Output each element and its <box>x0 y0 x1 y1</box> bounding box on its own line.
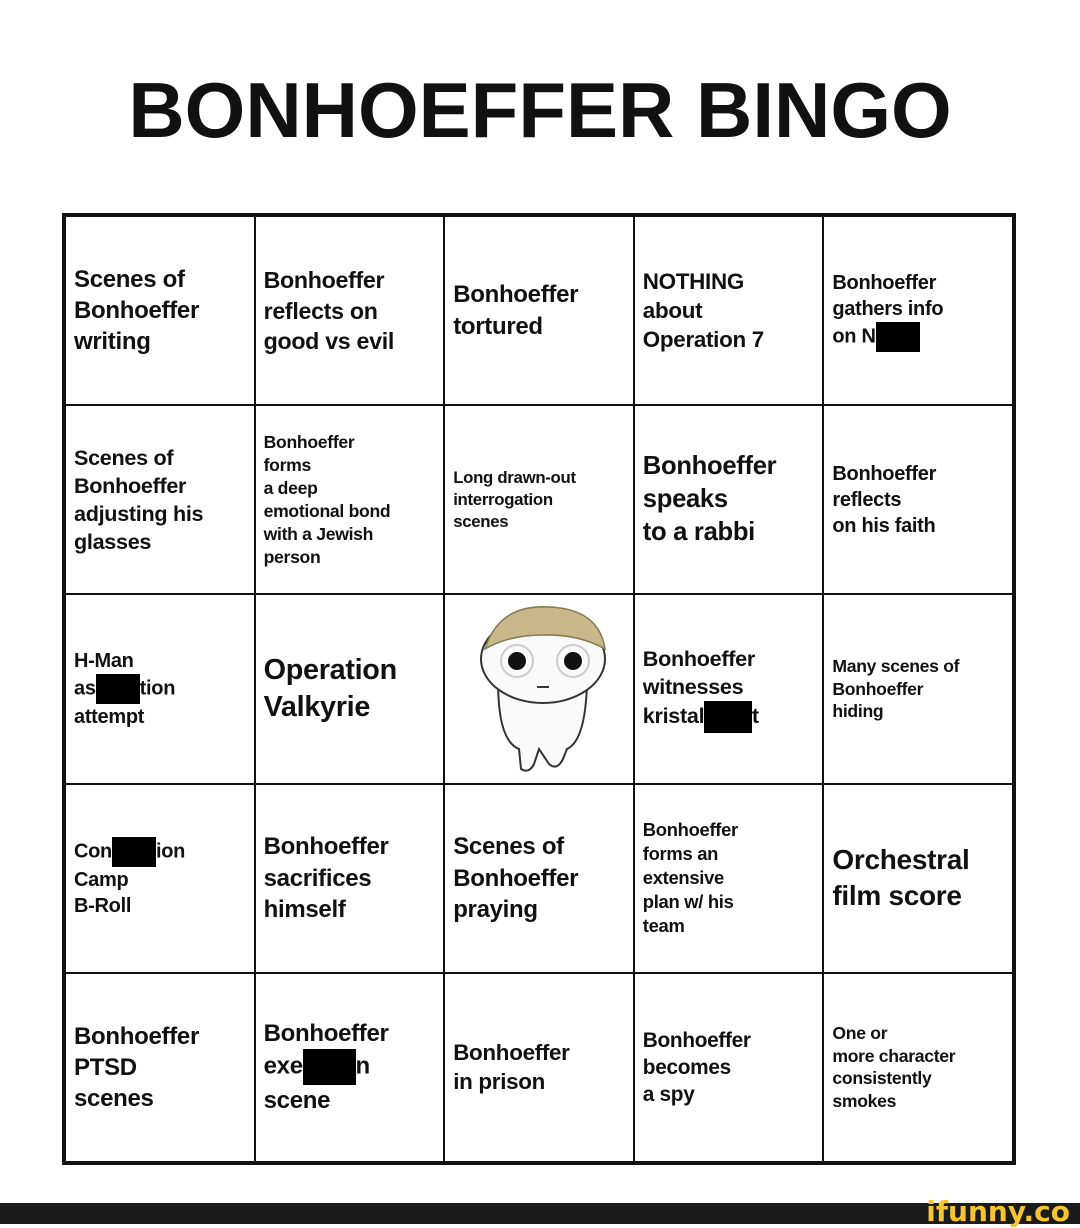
cell-text: n <box>355 1052 370 1080</box>
bingo-cell <box>823 784 1013 973</box>
cell-text-line <box>643 1081 815 1108</box>
cell-text: Operation <box>263 653 397 686</box>
bingo-cell <box>634 594 824 783</box>
cell-text: Bonhoeffer <box>453 281 579 309</box>
cell-text: Bonhoeffer <box>74 1022 199 1050</box>
cell-text: Bonhoeffer <box>74 296 199 324</box>
cell-text-line <box>643 296 815 325</box>
cell-text: exe <box>263 1052 303 1080</box>
cell-text: Valkyrie <box>263 690 371 723</box>
cell-text-line <box>74 444 246 472</box>
cell-text: as <box>74 677 96 700</box>
cell-text-line <box>264 431 436 454</box>
cell-text: a spy <box>642 1082 695 1106</box>
cell-text-line <box>832 322 1004 352</box>
cell-text-line <box>832 655 1004 678</box>
watermark: ifunny.co <box>926 1195 1070 1228</box>
cell-text-line <box>832 678 1004 701</box>
cell-text-line <box>74 264 246 295</box>
bingo-cell <box>634 216 824 405</box>
cell-text: writing <box>74 328 151 356</box>
bingo-cell <box>255 784 445 973</box>
cell-text-line <box>74 674 246 704</box>
cell-text-line <box>643 1054 815 1081</box>
bingo-cell <box>823 216 1013 405</box>
cell-text: Bonhoeffer <box>832 271 937 294</box>
cell-text-line <box>74 1021 246 1052</box>
cell-text-line <box>643 1027 815 1054</box>
cell-text: Bonhoeffer <box>642 451 777 480</box>
cell-text-line <box>74 528 246 556</box>
bingo-cell <box>255 405 445 594</box>
cell-text-line <box>264 500 436 523</box>
cell-text: kristal <box>642 702 705 728</box>
cell-text: about <box>642 298 703 324</box>
cell-text-line <box>643 842 815 866</box>
cell-text-line <box>832 1067 1004 1090</box>
cell-text-line <box>832 1090 1004 1113</box>
cartoon-character-image <box>459 599 619 779</box>
cell-text: Bonhoeffer <box>74 472 187 498</box>
bingo-cell <box>823 594 1013 783</box>
cell-text: consistently <box>832 1068 932 1089</box>
cell-text: with a Jewish <box>263 523 374 544</box>
cell-text-line <box>643 516 815 549</box>
cell-text-line <box>264 546 436 569</box>
cell-text: tion <box>139 677 176 700</box>
cell-text: Bonhoeffer <box>832 678 924 699</box>
cell-text: H-Man <box>74 649 134 672</box>
cell-text: becomes <box>642 1055 731 1079</box>
cell-text-line <box>74 867 246 893</box>
cell-text: sacrifices <box>263 864 372 892</box>
cell-text: Bonhoeffer <box>263 833 389 861</box>
cell-text-line <box>453 511 625 533</box>
cell-text: person <box>263 546 321 567</box>
cell-text-line <box>264 863 436 894</box>
cell-text-line <box>832 270 1004 296</box>
cell-text-line <box>264 894 436 925</box>
bingo-cell <box>444 784 634 973</box>
cell-text: Scenes of <box>74 265 185 293</box>
cell-text-line <box>643 450 815 483</box>
page-title: BONHOEFFER BINGO <box>128 66 952 154</box>
cell-text: Scenes of <box>453 833 564 861</box>
bingo-cell <box>65 784 255 973</box>
cell-text-line <box>832 1045 1004 1068</box>
cell-text-line <box>643 483 815 516</box>
cell-text: Long drawn-out <box>453 468 576 488</box>
cell-text: on N <box>832 324 876 347</box>
cell-text: adjusting his <box>74 500 204 526</box>
cell-text: Bonhoeffer <box>642 1028 751 1052</box>
cell-text: himself <box>263 895 346 923</box>
cell-text-line <box>74 893 246 919</box>
bingo-cell <box>65 594 255 783</box>
cell-text: Bonhoeffer <box>453 1040 570 1066</box>
cell-text-line <box>643 890 815 914</box>
cell-text-line <box>643 866 815 890</box>
cell-text-line <box>643 267 815 296</box>
cell-text-line <box>264 454 436 477</box>
cell-text: Bonhoeffer <box>263 1020 389 1048</box>
bingo-cell <box>65 405 255 594</box>
cell-text: Bonhoeffer <box>263 267 385 294</box>
cell-text: praying <box>453 895 538 923</box>
cell-text-line <box>832 461 1004 487</box>
cell-text-line <box>832 513 1004 539</box>
cell-text: on his faith <box>832 514 936 537</box>
cell-text: plan w/ his <box>642 891 734 913</box>
cell-text-line <box>453 467 625 489</box>
cell-text: Bonhoeffer <box>642 819 738 841</box>
cell-text: to a rabbi <box>642 518 755 547</box>
cell-text-line <box>832 842 1004 878</box>
cell-text: good vs evil <box>263 327 395 354</box>
cell-text: Orchestral <box>832 843 970 875</box>
redaction-box <box>704 701 752 733</box>
cell-text-line <box>453 1067 625 1096</box>
cell-text: interrogation <box>453 489 553 509</box>
bingo-cell <box>444 216 634 405</box>
cell-text: in prison <box>453 1069 546 1095</box>
cell-text-line <box>643 914 815 938</box>
cell-text-line <box>832 878 1004 914</box>
cell-text: speaks <box>642 485 728 514</box>
cell-text-line <box>74 837 246 867</box>
cell-text: NOTHING <box>642 268 744 294</box>
cell-text-line <box>453 279 625 310</box>
cell-text-line <box>453 1038 625 1067</box>
cell-text: forms an <box>642 843 719 865</box>
cell-text: witnesses <box>642 673 744 699</box>
cell-text: Operation 7 <box>642 327 764 353</box>
cell-text: a deep <box>263 477 318 498</box>
cell-text-line <box>643 818 815 842</box>
cell-text-line <box>74 704 246 730</box>
cell-text: Bonhoeffer <box>832 462 937 485</box>
bingo-cell <box>444 594 634 783</box>
cell-text: attempt <box>74 705 145 728</box>
cell-text: B-Roll <box>74 895 132 918</box>
cell-text: film score <box>832 880 962 912</box>
cell-text: PTSD <box>74 1053 137 1081</box>
bingo-cell <box>634 784 824 973</box>
cell-text: extensive <box>642 867 724 889</box>
cell-text: scenes <box>74 1084 154 1112</box>
cell-text-line <box>453 863 625 894</box>
redaction-box <box>303 1049 356 1085</box>
cell-text: emotional bond <box>263 500 391 521</box>
cell-text-line <box>74 295 246 326</box>
cell-text-line <box>74 326 246 357</box>
bingo-grid <box>62 213 1016 1165</box>
cell-text: more character <box>832 1045 956 1066</box>
cell-text: smokes <box>832 1091 897 1112</box>
cell-text-line <box>832 700 1004 723</box>
cell-text: reflects <box>832 488 902 511</box>
cell-text: scenes <box>453 511 509 531</box>
redaction-box <box>96 674 140 704</box>
cell-text: scene <box>263 1087 331 1115</box>
footer-bar <box>0 1195 1080 1228</box>
bingo-cell <box>255 594 445 783</box>
bingo-cell <box>255 216 445 405</box>
bingo-cell <box>823 973 1013 1162</box>
cell-text-line <box>453 311 625 342</box>
cell-text: glasses <box>74 528 152 554</box>
cell-text-line <box>832 296 1004 322</box>
bingo-cell <box>255 973 445 1162</box>
cell-text-line <box>74 1052 246 1083</box>
cell-text: Bonhoeffer <box>263 432 355 453</box>
cell-text-line <box>264 326 436 356</box>
cell-text-line <box>74 472 246 500</box>
cell-text: team <box>642 915 685 937</box>
cell-text-line <box>264 831 436 862</box>
cell-text: t <box>751 702 759 728</box>
bingo-cell <box>634 405 824 594</box>
bingo-cell <box>823 405 1013 594</box>
cell-text: gathers info <box>832 297 944 320</box>
cell-text-line <box>264 477 436 500</box>
cell-text: Con <box>74 840 112 863</box>
redaction-box <box>876 322 920 352</box>
cell-text-line <box>832 487 1004 513</box>
cell-text-line <box>264 296 436 326</box>
cell-text: reflects on <box>263 297 378 324</box>
cell-text-line <box>643 325 815 354</box>
cell-text: One or <box>832 1022 888 1043</box>
cell-text: hiding <box>832 701 884 722</box>
bingo-cell <box>444 405 634 594</box>
cell-text: Bonhoeffer <box>642 645 755 671</box>
cell-text-line <box>264 689 436 726</box>
bingo-cell <box>634 973 824 1162</box>
cell-text-line <box>643 645 815 673</box>
cell-text: Bonhoeffer <box>453 864 579 892</box>
cell-text-line <box>643 673 815 701</box>
cell-text-line <box>74 500 246 528</box>
cell-text: Scenes of <box>74 444 174 470</box>
bingo-cell <box>65 216 255 405</box>
cell-text-line <box>453 894 625 925</box>
redaction-box <box>112 837 156 867</box>
bingo-cell <box>65 973 255 1162</box>
cell-text-line <box>74 648 246 674</box>
cell-text-line <box>453 831 625 862</box>
cell-text: forms <box>263 455 311 476</box>
cell-text-line <box>264 265 436 295</box>
cell-text-line <box>453 489 625 511</box>
cell-text-line <box>264 1049 436 1085</box>
cell-text-line <box>74 1083 246 1114</box>
cell-text-line <box>832 1022 1004 1045</box>
cell-text: Many scenes of <box>832 655 960 676</box>
cell-text-line <box>264 1085 436 1116</box>
cell-text: ion <box>155 840 186 863</box>
cell-text-line <box>264 1018 436 1049</box>
cell-text-line <box>264 523 436 546</box>
cell-text: tortured <box>453 312 543 340</box>
cell-text-line <box>264 652 436 689</box>
bingo-cell <box>444 973 634 1162</box>
cell-text: Camp <box>74 869 129 892</box>
cell-text-line <box>643 701 815 733</box>
